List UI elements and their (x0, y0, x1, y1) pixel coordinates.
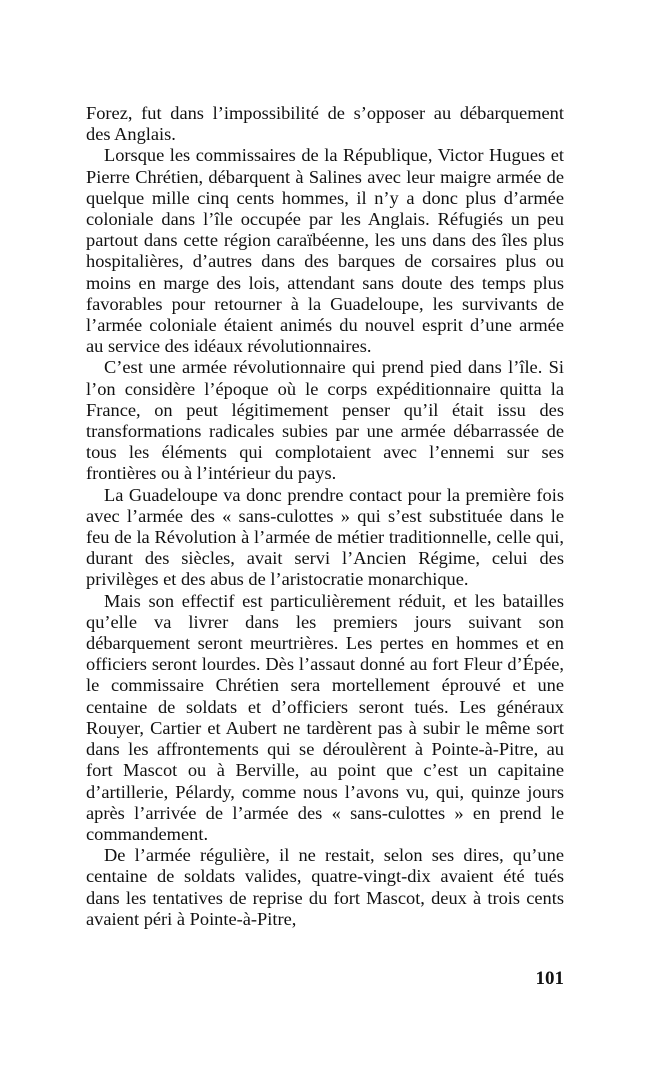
page-body (86, 103, 564, 930)
paragraph-1: Forez, fut dans l’impossibilité de s’opposer au débarquement des Anglais. (86, 103, 564, 145)
paragraph-4: La Guadeloupe va donc prendre contact pour la première fois avec l’armée des « sans-culottes » qui s’est substituée dans le feu de la Révolution à l’armée de métier traditionnelle, celle qui, durant des siècles, avait servi l’Ancien Régime, celui des privilèges et des abus de l’aristocratie monarchique. (86, 484, 564, 590)
paragraph-2: Lorsque les commissaires de la République, Victor Hugues et Pierre Chrétien, débarquent à Salines avec leur maigre armée de quelque mille cinq cents hommes, il n’y a donc plus d’armée coloniale dans l’île occupée par les Anglais. Réfugiés un peu partout dans cette région caraïbéenne, les uns dans des îles plus hospitalières, d’autres dans des barques de corsaires plus ou moins en marge des lois, attendant sans doute des temps plus favorables pour retourner à la Guadeloupe, les survivants de l’armée coloniale étaient animés du nouvel esprit d’une armée au service des idéaux révolutionnaires. (86, 145, 564, 357)
paragraph-6: De l’armée régulière, il ne restait, selon ses dires, qu’une centaine de soldats valides, quatre-vingt-dix avaient été tués dans les tentatives de reprise du fort Mascot, deux à trois cents avaient péri à Pointe-à-Pitre, (86, 845, 564, 929)
paragraph-5: Mais son effectif est particulièrement réduit, et les batailles qu’elle va livrer dans les premiers jours suivant son débarquement seront meurtrières. Les pertes en hommes et en officiers seront lourdes. Dès l’assaut donné au fort Fleur d’Épée, le commissaire Chrétien sera mortellement éprouvé et une centaine de soldats et d’officiers seront tués. Les généraux Rouyer, Cartier et Aubert ne tardèrent pas à subir le même sort dans les affrontements qui se déroulèrent à Pointe-à-Pitre, au fort Mascot ou à Berville, au point que c’est un capitaine d’artillerie, Pélardy, comme nous l’avons vu, qui, quinze jours après l’arrivée de l’armée des « sans-culottes » en prend le commandement. (86, 590, 564, 844)
page-number: 101 (535, 968, 564, 989)
paragraph-3: C’est une armée révolutionnaire qui prend pied dans l’île. Si l’on considère l’époque où le corps expéditionnaire quitta la France, on peut légitimement penser qu’il était issu des transformations radicales subies par une armée débarrassée de tous les éléments qui complotaient avec l’ennemi sur ses frontières ou à l’intérieur du pays. (86, 357, 564, 484)
